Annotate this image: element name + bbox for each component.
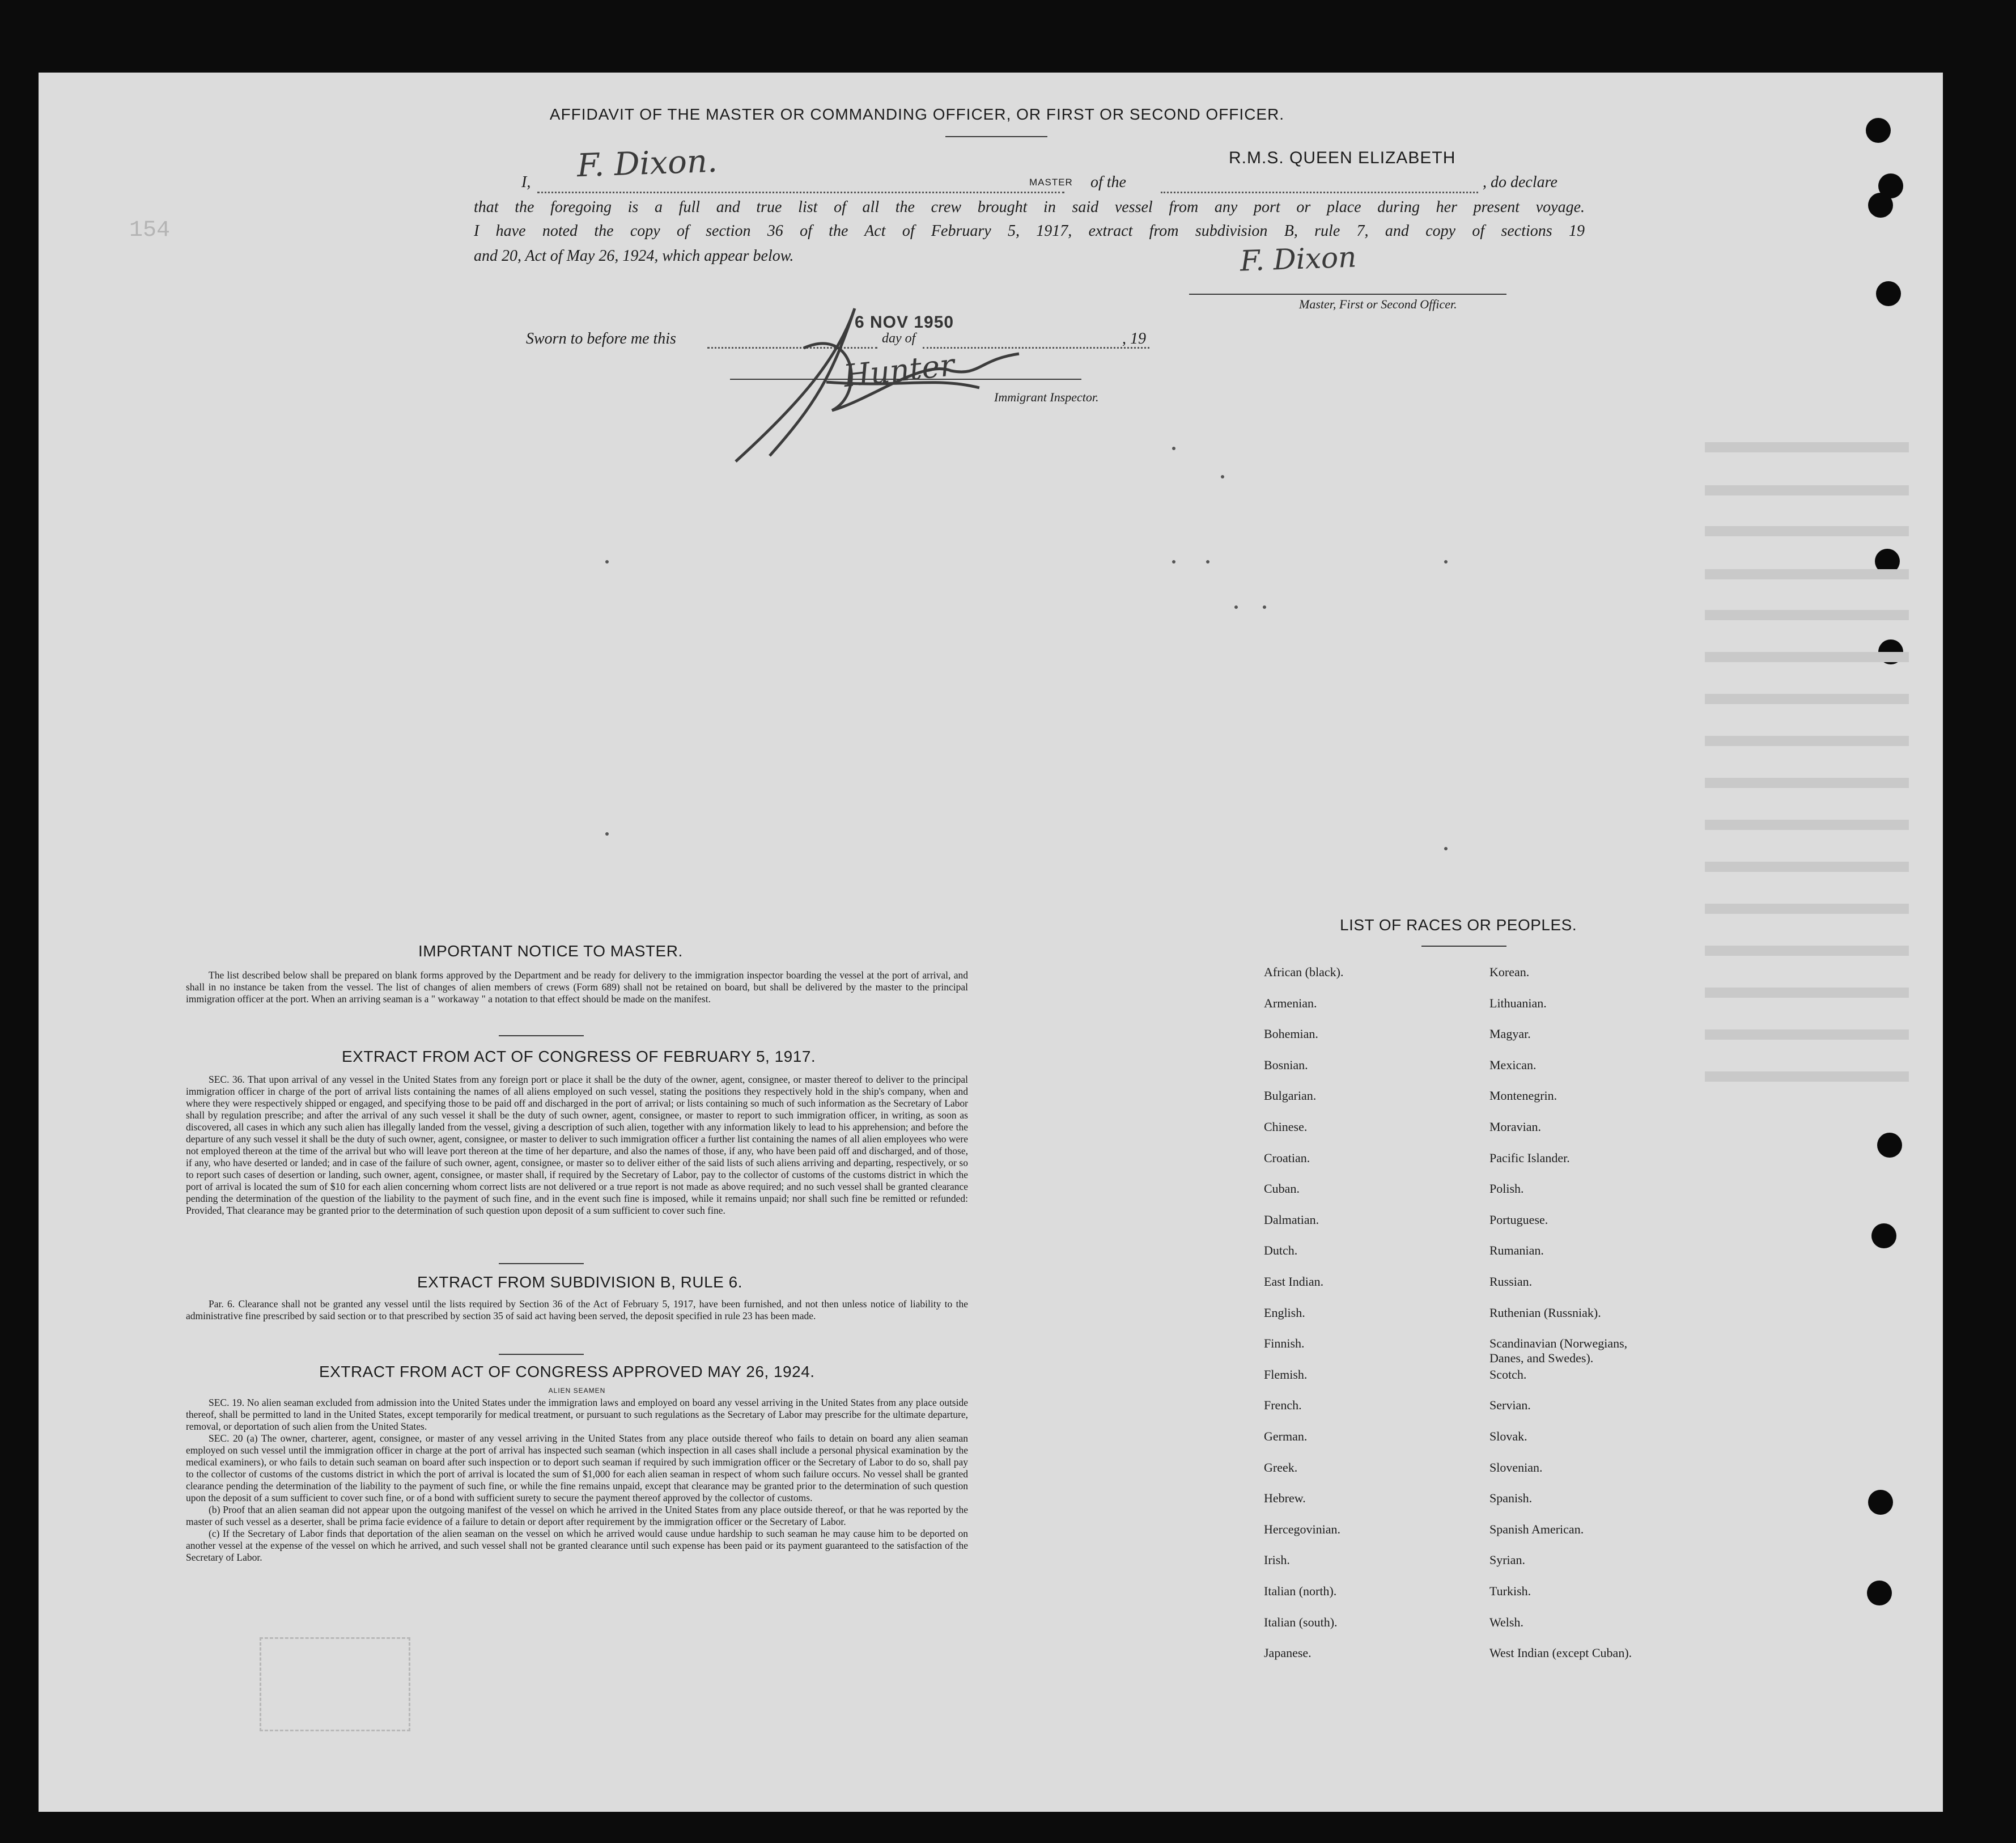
vessel-blank-line — [1161, 192, 1478, 193]
alien-seamen-subtitle: ALIEN SEAMEN — [548, 1387, 606, 1395]
race-right-16: Slovenian. — [1489, 1460, 1543, 1475]
extract-1924-title: EXTRACT FROM ACT OF CONGRESS APPROVED MAY 26, 1924. — [319, 1363, 815, 1380]
race-right-0: Korean. — [1489, 965, 1530, 979]
race-left-1: Armenian. — [1264, 995, 1317, 1010]
extract-1917-body — [186, 1074, 968, 1217]
extract-1917-divider — [499, 1263, 584, 1264]
race-right-14: Servian. — [1489, 1398, 1531, 1413]
race-left-13: Flemish. — [1264, 1367, 1308, 1382]
race-right-2: Magyar. — [1489, 1027, 1531, 1041]
name-blank-line — [537, 192, 1064, 193]
races-title: LIST OF RACES OR PEOPLES. — [1340, 916, 1577, 934]
extract-1924-body — [186, 1397, 968, 1564]
race-right-6: Pacific Islander. — [1489, 1150, 1570, 1165]
day-of-label: day of — [882, 331, 916, 346]
race-left-8: Dalmatian. — [1264, 1212, 1319, 1227]
extract-rule6-body — [186, 1298, 968, 1322]
extract-rule6-title: EXTRACT FROM SUBDIVISION B, RULE 6. — [417, 1273, 742, 1291]
race-left-18: Hercegovinian. — [1264, 1522, 1340, 1536]
race-left-15: German. — [1264, 1429, 1308, 1443]
affidavit-title: AFFIDAVIT OF THE MASTER OR COMMANDING OFFICER, OR FIRST OR SECOND OFFICER. — [549, 105, 1285, 123]
declaration-line-3: and 20, Act of May 26, 1924, which appear below. — [474, 247, 794, 265]
sec-20c-paragraph: (c) If the Secretary of Labor finds that deportation of the alien seaman on the vessel on which he arrived would cause undue hardship to such seaman he may cause him to be deported on another vessel at the expense of the vessel on which he arrived, and such vessel shall not be granted clearance until such expense has been paid or its payment guaranteed to the satisfaction of the Secretary of Labor. — [186, 1528, 968, 1563]
vessel-name: R.M.S. QUEEN ELIZABETH — [1229, 149, 1456, 167]
extract-rule6-divider — [499, 1354, 584, 1355]
punch-hole — [1868, 1490, 1893, 1515]
year-prefix: , 19 — [1122, 330, 1146, 348]
race-left-20: Italian (north). — [1264, 1584, 1337, 1598]
punch-hole — [1877, 1133, 1902, 1158]
punch-hole — [1876, 281, 1901, 306]
race-left-14: French. — [1264, 1398, 1302, 1413]
notice-paragraph: The list described below shall be prepared on blank forms approved by the Department and be ready for delivery to the immigration inspector boarding the vessel at the port of arrival, and shall in no instance be taken from the vessel. The list of changes of alien members of crews (Form 689) shall not be retained on board, but shall be delivered by the master to the principal immigration officer at the port. When an arriving seaman is a " workaway " a notation to that effect should be made on the manifest. — [186, 969, 968, 1005]
race-left-2: Bohemian. — [1264, 1027, 1318, 1041]
race-right-10: Russian. — [1489, 1274, 1533, 1289]
race-left-19: Irish. — [1264, 1553, 1290, 1567]
race-right-5: Moravian. — [1489, 1120, 1542, 1134]
race-right-15: Slovak. — [1489, 1429, 1527, 1443]
race-left-9: Dutch. — [1264, 1243, 1298, 1258]
inspector-signature: Hunter — [842, 346, 956, 395]
document-page — [39, 73, 1943, 1812]
race-left-21: Italian (south). — [1264, 1615, 1338, 1629]
sworn-label: Sworn to before me this — [526, 330, 676, 348]
race-right-1: Lithuanian. — [1489, 995, 1547, 1010]
race-right-9: Rumanian. — [1489, 1243, 1544, 1258]
sec-19-paragraph: SEC. 19. No alien seaman excluded from admission into the United States under the immigration laws and employed on board any vessel arriving in the United States from any place outside thereof, shall be permitted to land in the United States, except temporarily for medical treatment, or pursuant to such regulations as the Secretary of Labor may prescribe for the ultimate departure, removal, or deportation of such alien from the United States. — [186, 1397, 968, 1432]
race-right-22: West Indian (except Cuban). — [1489, 1646, 1632, 1660]
faint-stamp-box — [260, 1637, 410, 1731]
declaration-line-1: that the foregoing is a full and true list of all the crew brought in said vessel from any port or place during her present voyage. — [474, 198, 1585, 216]
race-right-21: Welsh. — [1489, 1615, 1523, 1629]
race-right-13: Scotch. — [1489, 1367, 1527, 1382]
race-right-12: Scandinavian (Norwegians, Danes, and Swedes). — [1489, 1336, 1628, 1366]
of-the-label: of the — [1090, 173, 1126, 191]
par-6-paragraph: Par. 6. Clearance shall not be granted any vessel until the lists required by Section 36 of the Act of February 5, 1917, have been furnished, and not then unless notice of liability to the administrative fine prescribed by said section or to that prescribed by section 35 of said act having been served, the deposit specified in rule 23 has been made. — [186, 1298, 968, 1321]
race-right-20: Turkish. — [1489, 1584, 1531, 1598]
sec-20a-paragraph: SEC. 20 (a) The owner, charterer, agent, consignee, or master of any vessel arriving in the United States from any place outside thereof who fails to detain on board any alien seaman employed on such vessel until the immigration officer in charge at the port of arrival has inspected such seaman (which inspection in all cases shall include a personal physical examination by the medical examiners), or who fails to detain such seaman on board after such inspection or to deport such seaman if required by such immigration officer or the Secretary of Labor to do so, shall pay to the collector of customs of the customs district in which the port of arrival is located the sum of $1,000 for each alien seaman in respect of whom such failure occurs. No vessel shall be granted clearance pending the determination of the liability to the payment of such fine, or while the fine remains unpaid, except that clearance may be granted prior to the determination of such question upon the deposit of a sum sufficient to cover such fine, or of a bond with sufficient surety to secure the payment thereof approved by the collector of customs. — [186, 1433, 968, 1503]
race-right-19: Syrian. — [1489, 1553, 1525, 1567]
race-right-8: Portuguese. — [1489, 1212, 1548, 1227]
race-left-3: Bosnian. — [1264, 1057, 1308, 1072]
punch-hole — [1867, 1581, 1892, 1605]
faint-page-number: 154 — [129, 218, 171, 243]
race-left-22: Japanese. — [1264, 1646, 1312, 1660]
declaration-line-2: I have noted the copy of section 36 of the Act of February 5, 1917, extract from subdivision B, rule 7, and copy of sections 19 — [474, 222, 1585, 240]
race-left-11: English. — [1264, 1305, 1305, 1320]
races-divider — [1421, 946, 1506, 947]
notice-title: IMPORTANT NOTICE TO MASTER. — [418, 942, 683, 960]
i-label: I, — [521, 173, 531, 191]
sec-36-paragraph: SEC. 36. That upon arrival of any vessel in the United States from any foreign port or place it shall be the duty of the owner, agent, consignee, or master thereof to deliver to the principal immigration officer in charge of the port of arrival lists containing the names of all aliens employed on such vessel, stating the positions they respectively hold in the ship's company, when and where they were respectively shipped or engaged, and specifying those to be paid off and discharged in the port of arrival; or lists containing so much of such information as the Secretary of Labor shall by regulation prescribe; and after the arrival of any such vessel it shall be the duty of such owner, agent, consignee, or master to report to such immigration officer, in writing, as soon as discovered, all cases in which any such alien has illegally landed from the vessel, giving a description of such alien, together with any information likely to lead to his apprehension; and before the departure of any such vessel it shall be the duty of such owner, agent, consignee, or master to deliver to such immigration officer a further list containing the names of all alien employees who were not employed thereon at the time of the arrival but who will leave port thereon at the time of her departure, and also the names of those, if any, who have been paid off and discharged, and of those, if any, who have deserted or landed; and in case of the failure of such owner, agent, consignee, or master so to deliver either of the said lists of such aliens arriving and departing, respectively, or so to report such cases of desertion or landing, such owner, agent, consignee, or master shall, if required by the Secretary of Labor, pay to the collector of customs of the customs district in which the port of arrival is located the sum of $10 for each alien concerning whom correct lists are not delivered or a true report is not made as above required; and no such vessel shall be granted clearance pending the determination of the question of the liability to the payment of such fine, and in the event such fine is imposed, while it remains unpaid; nor shall such fine be remitted or refunded: Provided, That clearance may be granted prior to the determination of such question upon deposit of a sum sufficient to cover such fine. — [186, 1074, 968, 1216]
race-left-17: Hebrew. — [1264, 1491, 1306, 1506]
inspector-signature-line — [730, 379, 1081, 380]
date-stamp: 6 NOV 1950 — [855, 313, 954, 332]
extract-1917-title: EXTRACT FROM ACT OF CONGRESS OF FEBRUARY 5, 1917. — [342, 1048, 816, 1065]
punch-hole — [1868, 193, 1893, 218]
master-printed-label: MASTER — [1029, 177, 1073, 188]
inspector-caption: Immigrant Inspector. — [994, 390, 1099, 404]
race-right-3: Mexican. — [1489, 1057, 1537, 1072]
race-right-7: Polish. — [1489, 1181, 1524, 1196]
race-left-4: Bulgarian. — [1264, 1088, 1317, 1103]
notice-body — [186, 969, 968, 1005]
race-left-6: Croatian. — [1264, 1150, 1310, 1165]
race-left-16: Greek. — [1264, 1460, 1298, 1475]
sec-20b-paragraph: (b) Proof that an alien seaman did not appear upon the outgoing manifest of the vessel on which he arrived in the United States from any place outside thereof, or that he was reported by the master of such vessel as a deserter, shall be prima facie evidence of a failure to detain or deport after requirement by the immigration officer or the Secretary of Labor. — [186, 1504, 968, 1527]
race-right-4: Montenegrin. — [1489, 1088, 1557, 1103]
race-left-0: African (black). — [1264, 965, 1344, 979]
punch-hole — [1866, 118, 1891, 143]
race-right-18: Spanish American. — [1489, 1522, 1584, 1536]
signature-line — [1189, 294, 1506, 295]
do-declare-label: , do declare — [1483, 173, 1557, 191]
signature-caption: Master, First or Second Officer. — [1299, 297, 1457, 311]
race-right-17: Spanish. — [1489, 1491, 1533, 1506]
race-right-11: Ruthenian (Russniak). — [1489, 1305, 1601, 1320]
title-divider — [945, 136, 1047, 137]
race-left-12: Finnish. — [1264, 1336, 1305, 1351]
race-left-5: Chinese. — [1264, 1120, 1308, 1134]
race-left-10: East Indian. — [1264, 1274, 1324, 1289]
master-name-handwritten: F. Dixon. — [576, 142, 718, 185]
race-left-7: Cuban. — [1264, 1181, 1300, 1196]
punch-hole — [1871, 1223, 1896, 1248]
master-signature: F. Dixon — [1240, 240, 1357, 278]
notice-divider — [499, 1035, 584, 1036]
